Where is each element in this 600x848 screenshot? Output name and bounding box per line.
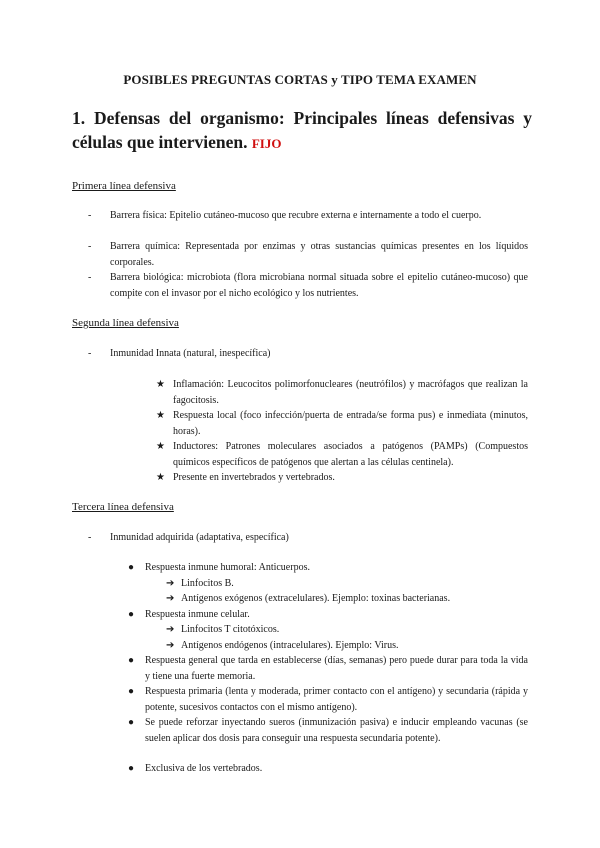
bullet-item — [128, 560, 528, 576]
arrow-right-icon: ➔ — [166, 578, 175, 589]
bullet-icon: ● — [128, 686, 135, 697]
arrow-item-text: Antígenos endógenos (intracelulares). Ejemplo: Virus. — [181, 640, 399, 651]
bullet-icon: ● — [128, 717, 135, 728]
star-item — [156, 408, 528, 440]
star-item — [156, 377, 528, 409]
bullet-item-text: Exclusiva de los vertebrados. — [145, 763, 263, 774]
bullet-item-text: Respuesta inmune humoral: Anticuerpos. — [145, 562, 310, 573]
list-item — [88, 208, 528, 240]
bullet-item — [128, 607, 528, 623]
star-icon: ★ — [156, 410, 165, 421]
list-item-text: Barrera química: Representada por enzimas y otras sustancias químicas presentes en los líquidos corporales. — [110, 241, 528, 268]
bullet-item-text: Respuesta inmune celular. — [145, 609, 250, 620]
list-item — [88, 346, 528, 362]
star-icon: ★ — [156, 379, 165, 390]
list-item-text: Barrera física: Epitelio cutáneo-mucoso que recubre externa e internamente a todo el cuerpo. — [110, 210, 482, 221]
list-item — [88, 270, 528, 302]
dash-bullet: - — [88, 241, 92, 252]
star-icon: ★ — [156, 472, 165, 483]
star-icon: ★ — [156, 441, 165, 452]
bullet-icon: ● — [128, 609, 135, 620]
arrow-right-icon: ➔ — [166, 624, 175, 635]
bullet-item — [128, 715, 528, 762]
list-item-text: Inmunidad Innata (natural, inespecífica) — [110, 348, 271, 359]
bullet-item-text: Respuesta primaria (lenta y moderada, primer contacto con el antígeno) y secundaria (rápida y potente, sucesivos contactos con el mismo antígeno). — [145, 686, 528, 713]
star-item-text: Respuesta local (foco infección/puerta de entrada/se forma pus) e inmediata (minutos, horas). — [173, 410, 528, 437]
dash-bullet: - — [88, 210, 92, 221]
bullet-item — [128, 761, 528, 777]
section-title-segunda: Segunda línea defensiva — [72, 317, 179, 329]
bullet-icon: ● — [128, 655, 135, 666]
bullet-item — [128, 684, 528, 716]
star-item-text: Inflamación: Leucocitos polimorfonucleares (neutrófilos) y macrófagos que realizan la fagocitosis. — [173, 379, 528, 406]
star-item-text: Presente en invertebrados y vertebrados. — [173, 472, 335, 483]
list-item — [88, 239, 528, 271]
dash-bullet: - — [88, 532, 92, 543]
dash-bullet: - — [88, 272, 92, 283]
star-item-text: Inductores: Patrones moleculares asociados a patógenos (PAMPs) (Compuestos químicos específicos de patógenos que alertan a las células centinela). — [173, 441, 528, 468]
bullet-item-text: Se puede reforzar inyectando sueros (inmunización pasiva) e inducir empleando vacunas (se suelen aplicar dos dosis para conseguir una respuesta secundaria potente). — [145, 717, 528, 744]
dash-bullet: - — [88, 348, 92, 359]
arrow-item-text: Linfocitos T citotóxicos. — [181, 624, 280, 635]
star-item — [156, 470, 528, 486]
arrow-right-icon: ➔ — [166, 640, 175, 651]
arrow-right-icon: ➔ — [166, 593, 175, 604]
section-title-tercera: Tercera línea defensiva — [72, 501, 174, 513]
star-item — [156, 439, 528, 471]
arrow-item-text: Antígenos exógenos (extracelulares). Ejemplo: toxinas bacterianas. — [181, 593, 451, 604]
arrow-item-text: Linfocitos B. — [181, 578, 234, 589]
list-item-text: Barrera biológica: microbiota (flora microbiana normal situada sobre el epitelio cutáneo-mucoso) que compite con el invasor por el nicho ecológico y los nutrientes. — [110, 272, 528, 299]
heading-text: 1. Defensas del organismo: Principales líneas defensivas y células que intervienen. — [72, 108, 532, 152]
question-heading — [72, 106, 532, 156]
document-title: POSIBLES PREGUNTAS CORTAS y TIPO TEMA EXAMEN — [123, 72, 477, 87]
bullet-icon: ● — [128, 562, 135, 573]
section-title-primera: Primera línea defensiva — [72, 180, 176, 192]
bullet-item — [128, 653, 528, 685]
bullet-icon: ● — [128, 763, 135, 774]
fixed-tag: FIJO — [251, 136, 282, 151]
bullet-item-text: Respuesta general que tarda en establecerse (días, semanas) pero puede durar para toda la vida y tiene una fuerte memoria. — [145, 655, 528, 682]
list-item — [88, 530, 528, 546]
list-item-text: Inmunidad adquirida (adaptativa, específica) — [110, 532, 289, 543]
